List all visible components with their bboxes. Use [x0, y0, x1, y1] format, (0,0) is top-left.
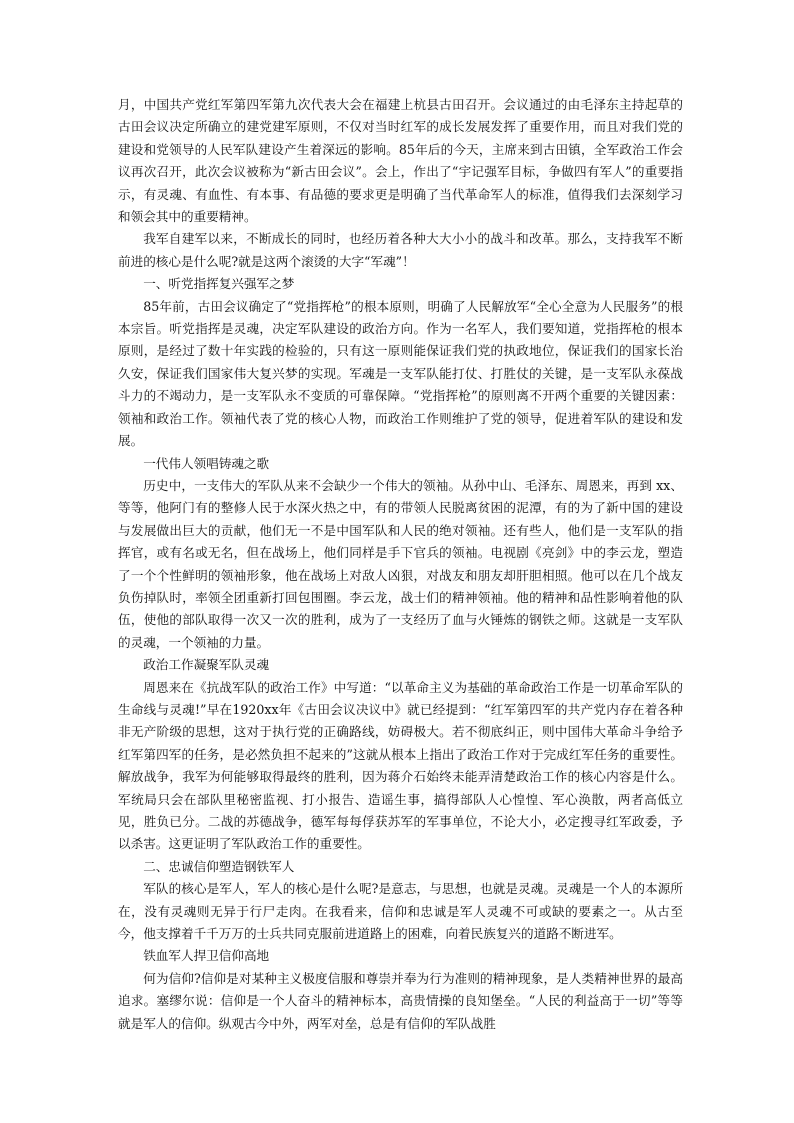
paragraph: 月，中国共产党红军第四军第九次代表大会在福建上杭县古田召开。会议通过的由毛泽东主持起草的古田会议决定所确立的建党建军原则，不仅对当时红军的成长发展发挥了重要作用，而且对我们党的建设和党领导的人民军队建设产生着深远的影响。85年后的今天，主席来到古田镇，全军政治工作会议再次召开，此次会议被称为“新古田会议”。会上，作出了“宇记强军目标，争做四有军人”的重要指示，有灵魂、有血性、有本事、有品德的要求更是明确了当代革命军人的标准，值得我们去深刻学习和领会其中的重要精神。 [118, 97, 683, 225]
paragraph: 我军自建军以来，不断成长的同时，也经历着各种大大小小的战斗和改革。那么，支持我军不断前进的核心是什么呢?就是这两个滚烫的大字“军魂”！ [118, 231, 683, 269]
section-heading: 一、听党指挥复兴强军之梦 [143, 276, 295, 292]
section-heading: 政治工作凝聚军队灵魂 [143, 657, 270, 673]
section-heading: 铁血军人捍卫信仰高地 [143, 948, 270, 964]
paragraph: 85年前，古田会议确定了“党指挥枪”的根本原则，明确了人民解放军“全心全意为人民服务”的根本宗旨。听党指挥是灵魂，决定军队建设的政治方向。作为一名军人，我们要知道，党指挥枪的根本原则，是经过了数十年实践的检验的，只有这一原则能保证我们党的执政地位，保证我们的国家长治久安，保证我们国家伟大复兴梦的实现。军魂是一支军队能打仗、打胜仗的关键，是一支军队永葆战斗力的不竭动力，是一支军队永不变质的可靠保障。“党指挥枪”的原则离不开两个重要的关键因素：领袖和政治工作。领袖代表了党的核心人物，而政治工作则维护了党的领导，促进着军队的建设和发展。 [118, 298, 683, 449]
paragraph: 周恩来在《抗战军队的政治工作》中写道：“以革命主义为基础的革命政治工作是一切革命军队的生命线与灵魂!”早在1920xx年《古田会议决议中》就已经提到：“红军第四军的共产党内存在着各种非无产阶级的思想，这对于执行党的正确路线，妨碍极大。若不彻底纠正，则中国伟大革命斗争给予红军第四军的任务，是必然负担不起来的”这就从根本上指出了政治工作对于完成红军任务的重要性。解放战争，我军为何能够取得最终的胜利，因为蒋介石始终未能弄清楚政治工作的核心内容是什么。军统局只会在部队里秘密监视、打小报告、造谣生事，搞得部队人心惶惶、军心涣散，两者高低立见，胜负已分。二战的苏德战争，德军每每俘获苏军的军事单位，不论大小，必定搜寻红军政委，予以杀害。这更证明了军队政治工作的重要性。 [118, 679, 683, 852]
paragraph: 军队的核心是军人，军人的核心是什么呢?是意志，与思想，也就是灵魂。灵魂是一个人的本源所在，没有灵魂则无异于行尸走肉。在我看来，信仰和忠诚是军人灵魂不可或缺的要素之一。从古至今，他支撑着千千万万的士兵共同克服前进道路上的困难，向着民族复兴的道路不断进军。 [118, 881, 683, 942]
document-body [118, 94, 683, 1035]
section-heading: 一代伟人领唱铸魂之歌 [143, 455, 270, 471]
paragraph: 何为信仰?信仰是对某种主义极度信服和尊崇并奉为行为准则的精神现象，是人类精神世界的最高追求。塞缪尔说：信仰是一个人奋斗的精神标本，高贵情操的良知堡垒。“人民的利益高于一切”等等就是军人的信仰。纵观古今中外，两军对垒，总是有信仰的军队战胜 [118, 970, 683, 1031]
section-heading: 二、忠诚信仰塑造钢铁军人 [143, 858, 295, 874]
paragraph: 历史中，一支伟大的军队从来不会缺少一个伟大的领袖。从孙中山、毛泽东、周恩来，再到 xx、等等，他阿门有的整修人民于水深火热之中，有的带领人民脱离贫困的泥潭，有的为了新中国的建设与发展做出巨大的贡献，他们无一不是中国军队和人民的绝对领袖。还有些人，他们是一支军队的指挥官，或有名或无名，但在战场上，他们同样是手下官兵的领袖。电视剧《亮剑》中的李云龙，塑造了一个个性鲜明的领袖形象，他在战场上对敌人凶狠，对战友和朋友却肝胆相照。他可以在几个战友负伤掉队时，率领全团重新打回包围圈。李云龙，战士们的精神领袖。他的精神和品性影响着他的队伍，使他的部队取得一次又一次的胜利，成为了一支经历了血与火锤炼的钢铁之师。这就是一支军队的灵魂，一个领袖的力量。 [118, 477, 683, 650]
